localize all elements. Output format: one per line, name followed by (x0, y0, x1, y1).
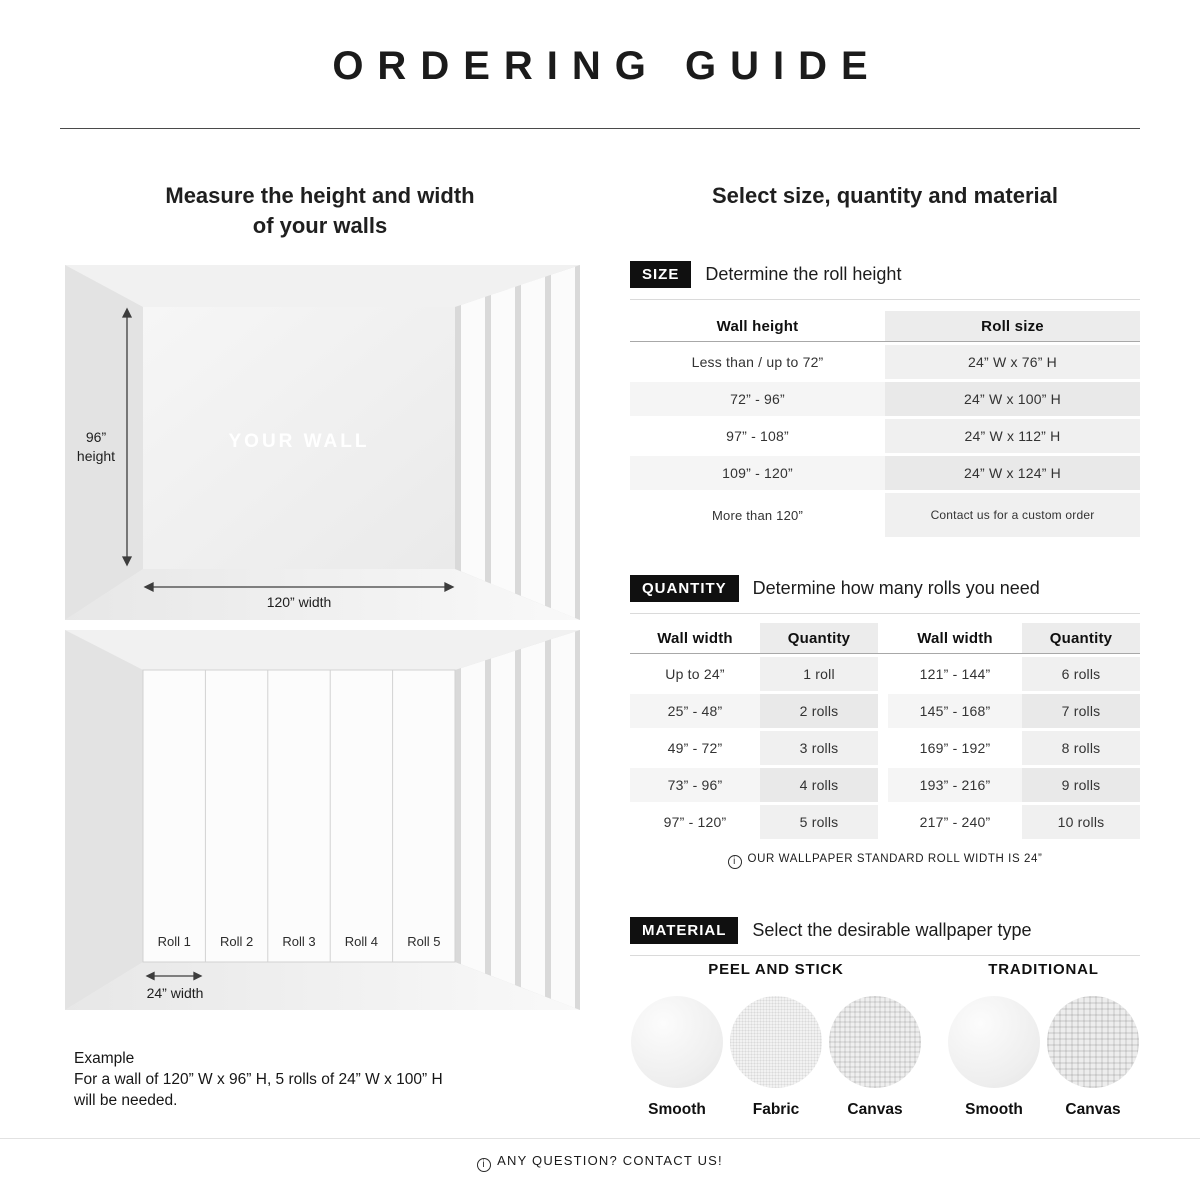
quantity-table-row (630, 731, 1140, 765)
example-line2: will be needed. (74, 1092, 178, 1109)
material-group-peel-and-stick (630, 961, 922, 1119)
quantity-cell: 3 rolls (760, 731, 878, 765)
example-block (74, 1048, 554, 1111)
material-description: Select the desirable wallpaper type (752, 920, 1032, 940)
quantity-cell: 5 rolls (760, 805, 878, 839)
material-section-header (630, 917, 1140, 956)
swatch-traditional-canvas (1046, 996, 1140, 1119)
wall-width-cell: 193” - 216” (888, 768, 1022, 802)
smooth-texture-swatch (631, 996, 723, 1088)
wall-width-cell: 217” - 240” (919, 814, 991, 830)
wall-width-header: Wall width (917, 629, 993, 647)
size-section-header (630, 261, 1140, 300)
roll-panel-label: Roll 3 (282, 934, 316, 949)
select-heading: Select size, quantity and material (711, 183, 1058, 208)
roll-size-cell: 24” W x 76” H (885, 345, 1140, 379)
height-word: height (76, 448, 116, 464)
material-group-title: PEEL AND STICK (708, 961, 844, 978)
roll-panel-label: Roll 2 (219, 934, 254, 949)
swatch-peel-fabric (729, 996, 823, 1119)
example-title: Example (74, 1050, 135, 1067)
height-value: 96” (85, 429, 107, 445)
size-description: Determine the roll height (705, 264, 902, 284)
roll-size-cell: 24” W x 124” H (885, 456, 1140, 490)
wall-width-cell: 169” - 192” (919, 740, 991, 756)
measure-heading-line1: Measure the height and width (165, 183, 475, 208)
swatch-peel-smooth (630, 996, 724, 1119)
material-group-traditional (947, 961, 1140, 1119)
width-dimension-label: 120” width (266, 594, 332, 610)
smooth-texture-swatch (948, 996, 1040, 1088)
quantity-table-row (630, 657, 1140, 691)
quantity-cell: 6 rolls (1022, 657, 1140, 691)
size-table-row (630, 382, 1140, 416)
swatch-traditional-smooth (947, 996, 1041, 1119)
quantity-cell: 7 rolls (1022, 694, 1140, 728)
wall-width-cell: 97” - 120” (663, 814, 727, 830)
quantity-header: Quantity (760, 623, 878, 653)
wall-height-cell: 72” - 96” (630, 382, 885, 416)
canvas-texture-swatch (1047, 996, 1139, 1088)
size-table-row (630, 345, 1140, 379)
swatch-peel-canvas (828, 996, 922, 1119)
swatch-label: Smooth (648, 1101, 706, 1118)
wall-width-cell: 145” - 168” (888, 694, 1022, 728)
footer-divider (0, 1138, 1200, 1139)
material-tag: MATERIAL (630, 917, 738, 944)
quantity-tag: QUANTITY (630, 575, 739, 602)
footer-note-text: ANY QUESTION? CONTACT US! (497, 1153, 723, 1168)
quantity-description: Determine how many rolls you need (752, 578, 1040, 598)
quantity-table (630, 623, 1140, 842)
roll-width-note (630, 853, 1140, 869)
roll-labels (143, 934, 455, 949)
quantity-table-header (630, 623, 1140, 654)
quantity-cell: 4 rolls (760, 768, 878, 802)
quantity-table-row (630, 694, 1140, 728)
title-divider (60, 128, 1140, 129)
room-3d-view-rolls (65, 630, 580, 1010)
size-table-row (630, 419, 1140, 453)
size-table-row (630, 493, 1140, 537)
wall-height-cell: 109” - 120” (630, 456, 885, 490)
info-icon: i (477, 1158, 491, 1172)
swatch-label: Canvas (1065, 1101, 1121, 1118)
roll-width-label: 24” width (146, 985, 204, 1001)
wall-width-cell: 49” - 72” (667, 740, 723, 756)
quantity-table-row (630, 805, 1140, 839)
swatch-label: Smooth (965, 1101, 1023, 1118)
quantity-cell: 2 rolls (760, 694, 878, 728)
wall-height-cell: 97” - 108” (726, 428, 789, 444)
canvas-texture-swatch (829, 996, 921, 1088)
quantity-cell: 10 rolls (1022, 805, 1140, 839)
wall-width-cell: 73” - 96” (630, 768, 760, 802)
room-illustration-your-wall (65, 265, 580, 620)
height-dimension-label (71, 428, 121, 466)
roll-size-cell: 24” W x 100” H (885, 382, 1140, 416)
swatch-label: Fabric (752, 1101, 800, 1118)
size-tag: SIZE (630, 261, 691, 288)
material-options (630, 961, 1140, 1119)
measure-section (60, 165, 580, 1165)
quantity-cell: 8 rolls (1022, 731, 1140, 765)
column-gap (878, 623, 888, 653)
roll-width-note-text: OUR WALLPAPER STANDARD ROLL WIDTH IS 24” (747, 853, 1043, 865)
wall-width-cell: Up to 24” (665, 666, 725, 682)
roll-size-cell: Contact us for a custom order (885, 493, 1140, 537)
measure-heading (60, 181, 580, 241)
roll-panels (143, 670, 455, 962)
quantity-cell: 9 rolls (1022, 768, 1140, 802)
roll-panel-label: Roll 1 (157, 934, 191, 949)
quantity-cell: 1 roll (760, 657, 878, 691)
your-wall-label: YOUR WALL (228, 431, 370, 452)
size-table-header (630, 311, 1140, 342)
measure-heading-line2: of your walls (252, 213, 388, 238)
wall-height-cell: More than 120” (712, 507, 803, 523)
quantity-table-row (630, 768, 1140, 802)
select-section (630, 165, 1140, 1165)
roll-size-header: Roll size (885, 311, 1140, 341)
example-line1: For a wall of 120” W x 96” H, 5 rolls of 24” W x 100” H (74, 1071, 443, 1088)
wall-width-header: Wall width (657, 629, 733, 647)
info-icon: i (728, 855, 742, 869)
fabric-texture-swatch (730, 996, 822, 1088)
wall-height-cell: Less than / up to 72” (691, 354, 824, 370)
quantity-section-header (630, 575, 1140, 614)
quantity-header: Quantity (1022, 623, 1140, 653)
roll-panel-label: Roll 5 (407, 934, 441, 949)
wall-height-header: Wall height (716, 317, 799, 335)
room-illustration-rolls (65, 630, 580, 1010)
footer-note (0, 1153, 1200, 1172)
size-table-row (630, 456, 1140, 490)
roll-panel-label: Roll 4 (344, 934, 379, 949)
roll-size-cell: 24” W x 112” H (885, 419, 1140, 453)
wall-width-cell: 25” - 48” (630, 694, 760, 728)
swatch-label: Canvas (847, 1101, 903, 1118)
material-group-title: TRADITIONAL (988, 961, 1099, 978)
size-table (630, 311, 1140, 540)
page-title: ORDERING GUIDE (332, 44, 882, 88)
wall-width-cell: 121” - 144” (919, 666, 991, 682)
